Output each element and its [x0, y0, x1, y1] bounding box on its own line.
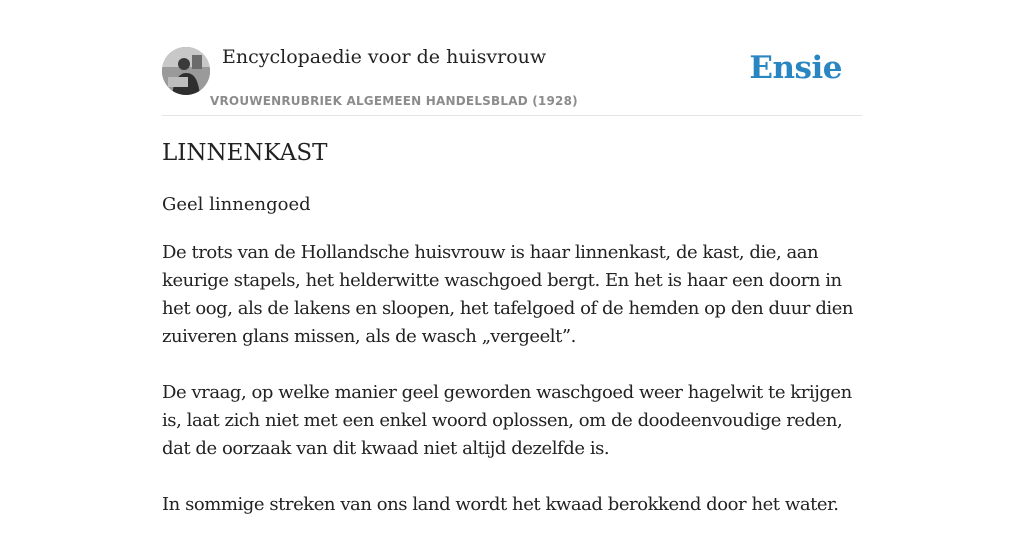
article-paragraph: De trots van de Hollandsche huisvrouw is haar linnenkast, de kast, die, aan keurige stapels, het helderwitte waschgoed bergt. En het is haar een doorn in het oog, als de lakens en sloopen, het tafelgoed of de hemden op den duur dien zuiveren glans missen, als de wasch „vergeelt”.	[162, 242, 854, 347]
article-body	[162, 239, 862, 547]
portrait-photo-icon	[162, 47, 210, 95]
site-header	[162, 0, 862, 116]
brand-logo[interactable]: Ensie	[749, 50, 842, 86]
site-subtitle: VROUWENRUBRIEK ALGEMEEN HANDELSBLAD (1928)	[210, 94, 578, 108]
site-title[interactable]: Encyclopaedie voor de huisvrouw	[222, 46, 547, 68]
avatar[interactable]	[162, 47, 210, 95]
page	[162, 0, 862, 515]
article-title: LINNENKAST	[162, 140, 328, 166]
article-paragraph: In sommige streken van ons land wordt het kwaad berokkend door het water.	[162, 494, 839, 515]
article-subtitle: Geel linnengoed	[162, 194, 311, 215]
article-paragraph: De vraag, op welke manier geel geworden waschgoed weer hagelwit te krijgen is, laat zich niet met een enkel woord oplossen, om de doodeenvoudige reden, dat de oorzaak van dit kwaad niet altijd dezelfde is.	[162, 382, 852, 459]
